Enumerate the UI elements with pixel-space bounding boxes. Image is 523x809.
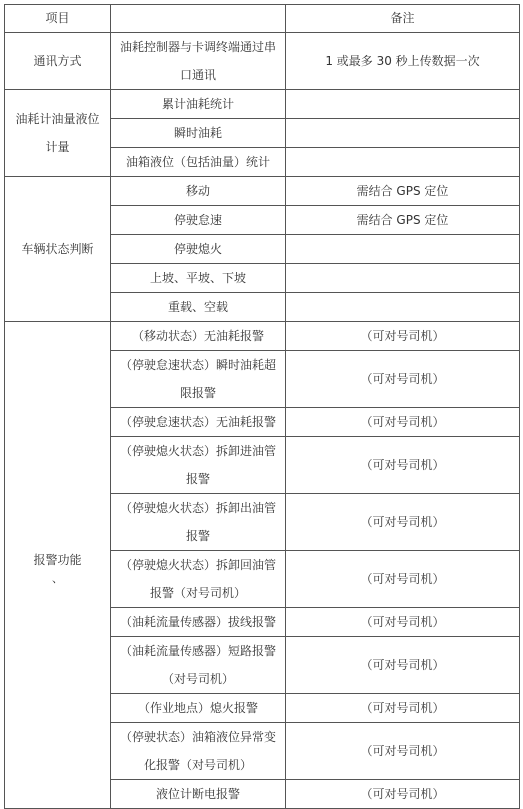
item-cell: （移动状态）无油耗报警	[111, 322, 286, 351]
table-row	[5, 33, 520, 90]
item-cell: 瞬时油耗	[111, 119, 286, 148]
note-cell: （可对号司机）	[286, 551, 520, 608]
note-cell: （可对号司机）	[286, 322, 520, 351]
header-blank	[111, 5, 286, 33]
category-label: 油耗计油量液位计量	[5, 90, 111, 177]
item-cell: （停驶怠速状态）无油耗报警	[111, 408, 286, 437]
item-cell: （油耗流量传感器）短路报警（对号司机）	[111, 637, 286, 694]
item-cell: （停驶熄火状态）拆卸进油管报警	[111, 437, 286, 494]
note-cell: （可对号司机）	[286, 494, 520, 551]
note-cell	[286, 148, 520, 177]
note-cell: （可对号司机）	[286, 780, 520, 809]
note-cell	[286, 264, 520, 293]
header-note: 备注	[286, 5, 520, 33]
item-cell: 停驶怠速	[111, 206, 286, 235]
spec-table	[4, 4, 520, 809]
header-item: 项目	[5, 5, 111, 33]
item-cell: （停驶熄火状态）拆卸回油管报警（对号司机）	[111, 551, 286, 608]
item-cell: 油耗控制器与卡调终端通过串口通讯	[111, 33, 286, 90]
item-cell: 上坡、平坡、下坡	[111, 264, 286, 293]
item-cell: 移动	[111, 177, 286, 206]
note-cell: 需结合 GPS 定位	[286, 206, 520, 235]
item-cell: （停驶怠速状态）瞬时油耗超限报警	[111, 351, 286, 408]
category-label: 报警功能	[33, 553, 82, 567]
category-label: 通讯方式	[5, 33, 111, 90]
table-row	[5, 322, 520, 351]
item-cell: （停驶熄火状态）拆卸出油管报警	[111, 494, 286, 551]
item-cell: 停驶熄火	[111, 235, 286, 264]
item-cell: （停驶状态）油箱液位异常变化报警（对号司机）	[111, 723, 286, 780]
note-cell: （可对号司机）	[286, 437, 520, 494]
note-cell	[286, 235, 520, 264]
note-cell: （可对号司机）	[286, 608, 520, 637]
note-cell: 需结合 GPS 定位	[286, 177, 520, 206]
item-cell: 累计油耗统计	[111, 90, 286, 119]
note-cell: （可对号司机）	[286, 723, 520, 780]
note-cell: 1 或最多 30 秒上传数据一次	[286, 33, 520, 90]
header-row	[5, 5, 520, 33]
category-label-cell	[5, 322, 111, 809]
item-cell: 重载、空载	[111, 293, 286, 322]
note-cell	[286, 293, 520, 322]
note-cell: （可对号司机）	[286, 694, 520, 723]
category-label: 车辆状态判断	[5, 177, 111, 322]
note-cell: （可对号司机）	[286, 351, 520, 408]
table-row	[5, 177, 520, 206]
note-cell	[286, 119, 520, 148]
category-label-mark: 、	[52, 572, 63, 585]
note-cell	[286, 90, 520, 119]
table-row	[5, 90, 520, 119]
note-cell: （可对号司机）	[286, 408, 520, 437]
note-cell: （可对号司机）	[286, 637, 520, 694]
item-cell: （作业地点）熄火报警	[111, 694, 286, 723]
item-cell: 液位计断电报警	[111, 780, 286, 809]
item-cell: 油箱液位（包括油量）统计	[111, 148, 286, 177]
item-cell: （油耗流量传感器）拔线报警	[111, 608, 286, 637]
